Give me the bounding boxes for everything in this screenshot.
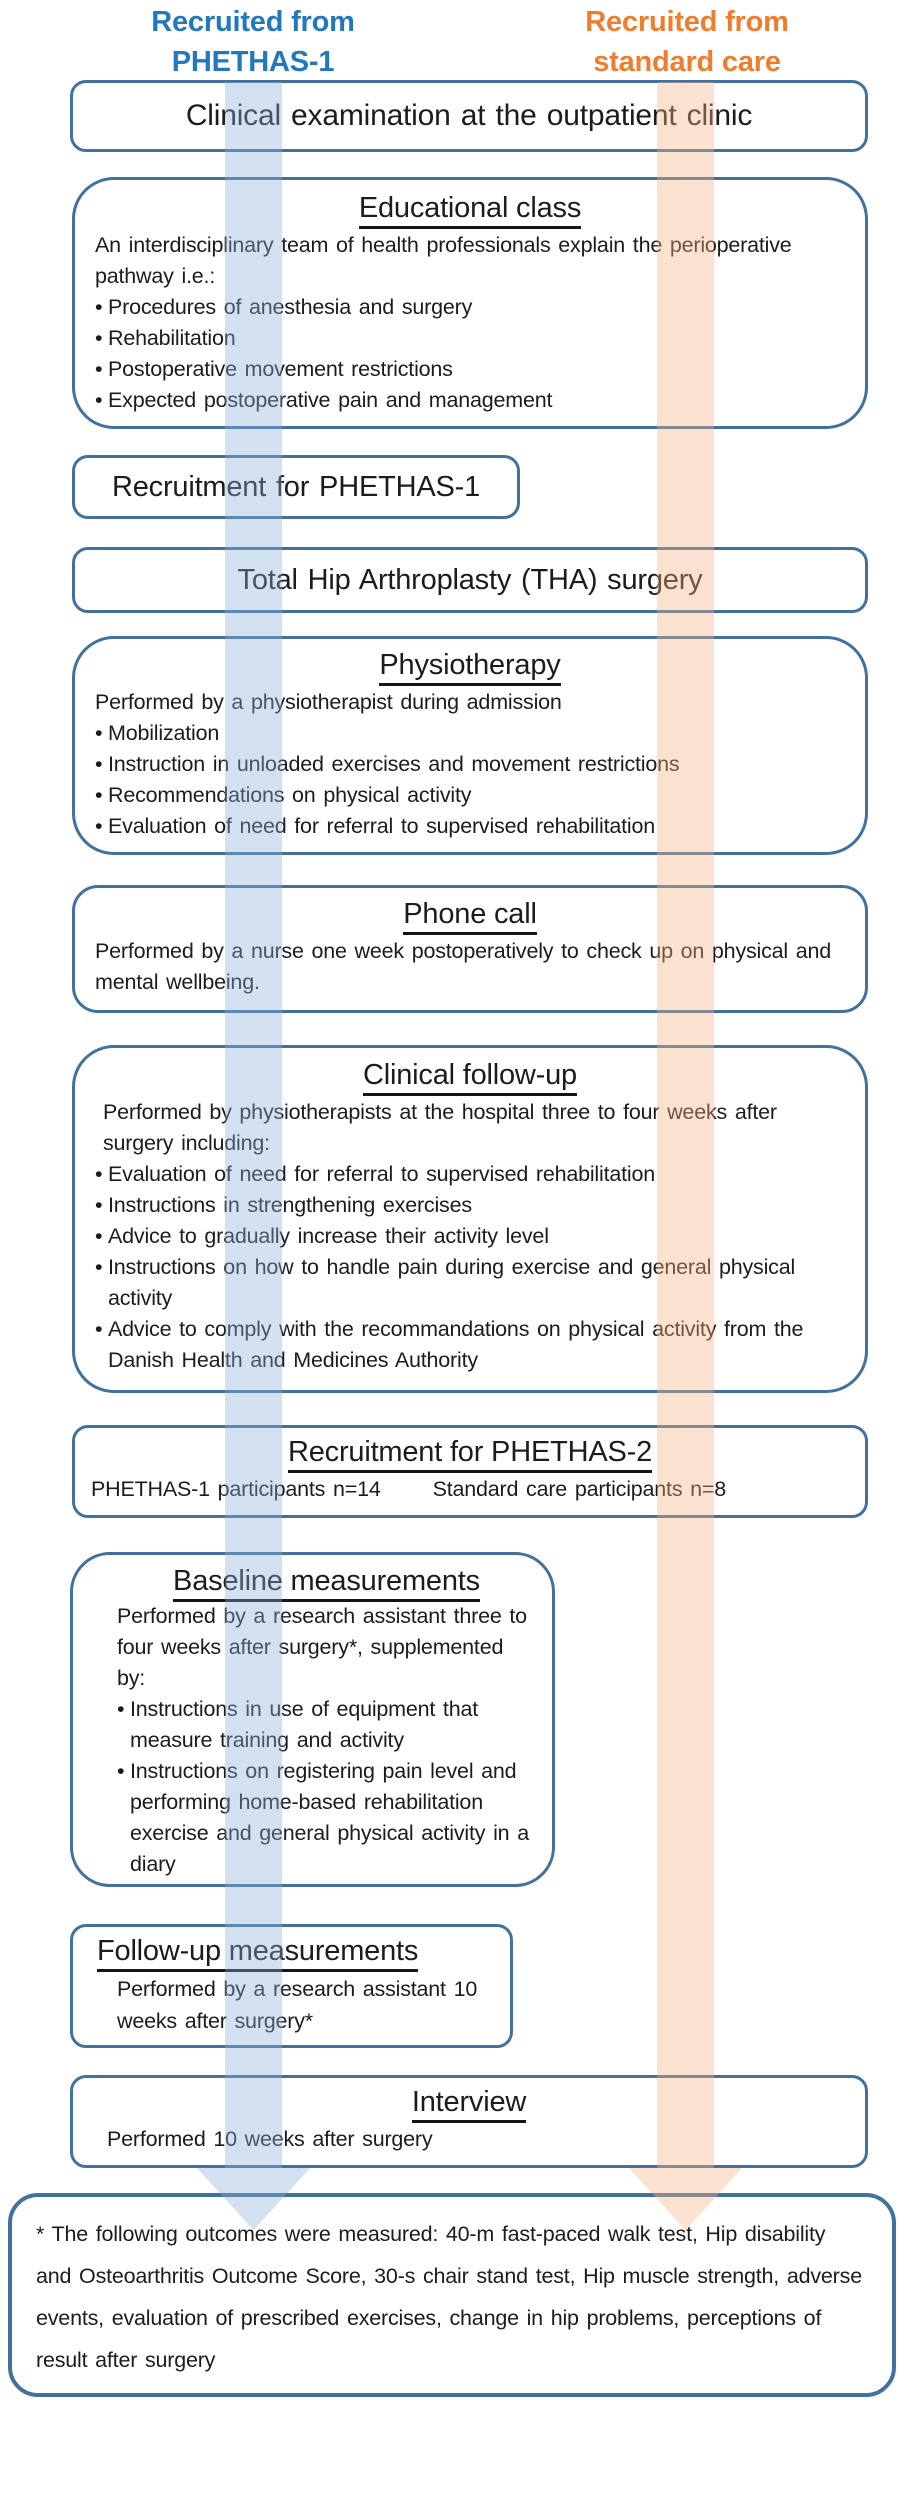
phone-call-box bbox=[72, 885, 868, 1013]
clinical-followup-title-text: Clinical follow-up bbox=[363, 1059, 577, 1096]
baseline-bullet: • Instructions on registering pain level and performing home-based rehabilitation exercise and general physical activity in a diary bbox=[117, 1756, 536, 1880]
phone-call-title bbox=[95, 896, 845, 932]
educational-class-title bbox=[95, 190, 845, 226]
physiotherapy-bullet: • Mobilization bbox=[95, 718, 845, 749]
baseline-measurements-title bbox=[117, 1563, 536, 1599]
educational-bullet: • Expected postoperative pain and management bbox=[95, 385, 845, 416]
physiotherapy-title bbox=[95, 647, 845, 683]
standard-care-participants-count: Standard care participants n=8 bbox=[432, 1477, 727, 1501]
phone-call-title-text: Phone call bbox=[403, 898, 536, 935]
footnote-text: * The following outcomes were measured: 40-m fast-paced walk test, Hip disability and Osteoarthritis Outcome Score, 30-s chair stand test, Hip muscle strength, adverse events, evaluation of prescribed exercises, change in hip problems, perceptions of result after surgery bbox=[36, 2222, 862, 2372]
header-right-line2: standard care bbox=[593, 46, 781, 78]
physiotherapy-intro: Performed by a physiotherapist during admission bbox=[95, 690, 562, 714]
baseline-bullet: • Instructions in use of equipment that measure training and activity bbox=[117, 1694, 536, 1756]
clinical-followup-intro: Performed by physiotherapists at the hospital three to four weeks after surgery including: bbox=[103, 1100, 777, 1155]
educational-bullet: • Rehabilitation bbox=[95, 323, 845, 354]
header-recruited-from-standard-care bbox=[457, 2, 904, 82]
tha-surgery-label: Total Hip Arthroplasty (THA) surgery bbox=[237, 564, 703, 596]
baseline-measurements-intro: Performed by a research assistant three to four weeks after surgery*, supplemented by: bbox=[117, 1604, 527, 1690]
clinical-followup-bullet: • Advice to gradually increase their activity level bbox=[95, 1221, 845, 1252]
followup-measurements-box bbox=[70, 1924, 513, 2048]
physiotherapy-bullet: • Instruction in unloaded exercises and movement restrictions bbox=[95, 749, 845, 780]
recruitment-phethas1-label: Recruitment for PHETHAS-1 bbox=[111, 471, 481, 503]
header-recruited-from-phethas1 bbox=[23, 2, 483, 82]
recruitment-phethas1-box bbox=[72, 455, 520, 519]
recruitment-phethas2-title bbox=[87, 1434, 853, 1470]
interview-body: Performed 10 weeks after surgery bbox=[107, 2127, 433, 2151]
tha-surgery-box bbox=[72, 547, 868, 613]
educational-class-box bbox=[72, 177, 868, 429]
recruitment-phethas2-title-text: Recruitment for PHETHAS-2 bbox=[288, 1436, 652, 1473]
clinical-followup-box bbox=[72, 1045, 868, 1393]
educational-class-title-text: Educational class bbox=[359, 192, 581, 229]
baseline-measurements-title-text: Baseline measurements bbox=[173, 1565, 480, 1602]
educational-bullet: • Postoperative movement restrictions bbox=[95, 354, 845, 385]
header-left-line2: PHETHAS-1 bbox=[171, 46, 335, 78]
educational-bullet: • Procedures of anesthesia and surgery bbox=[95, 292, 845, 323]
clinical-followup-bullet: • Advice to comply with the recommandations on physical activity from the Danish Health and Medicines Authority bbox=[95, 1314, 845, 1376]
interview-title bbox=[93, 2084, 845, 2120]
recruitment-phethas2-stats bbox=[87, 1474, 853, 1505]
phethas1-participants-count: PHETHAS-1 participants n=14 bbox=[91, 1477, 381, 1501]
clinical-followup-bullet: • Instructions in strengthening exercises bbox=[95, 1190, 845, 1221]
physiotherapy-title-text: Physiotherapy bbox=[379, 649, 560, 686]
recruitment-phethas2-box bbox=[72, 1425, 868, 1518]
interview-box bbox=[70, 2075, 868, 2168]
physiotherapy-box bbox=[72, 636, 868, 855]
followup-measurements-title bbox=[97, 1933, 494, 1969]
physiotherapy-bullet: • Recommendations on physical activity bbox=[95, 780, 845, 811]
clinical-followup-bullet: • Instructions on how to handle pain during exercise and general physical activity bbox=[95, 1252, 845, 1314]
interview-title-text: Interview bbox=[412, 2086, 526, 2123]
header-left-line1: Recruited from bbox=[151, 6, 355, 38]
clinical-followup-bullet: • Evaluation of need for referral to supervised rehabilitation bbox=[95, 1159, 845, 1190]
educational-class-intro: An interdisciplinary team of health professionals explain the perioperative pathway i.e.: bbox=[95, 233, 792, 288]
followup-measurements-title-text: Follow-up measurements bbox=[97, 1935, 418, 1972]
footnote-box bbox=[8, 2193, 896, 2397]
clinical-examination-box bbox=[70, 80, 868, 152]
column-headers bbox=[0, 0, 904, 80]
phone-call-body: Performed by a nurse one week postoperatively to check up on physical and mental wellbeing. bbox=[95, 939, 832, 994]
physiotherapy-bullet: • Evaluation of need for referral to supervised rehabilitation bbox=[95, 811, 845, 842]
header-right-line1: Recruited from bbox=[585, 6, 789, 38]
followup-measurements-body: Performed by a research assistant 10 weeks after surgery* bbox=[117, 1977, 478, 2033]
clinical-followup-title bbox=[95, 1057, 845, 1093]
baseline-measurements-box bbox=[70, 1552, 555, 1887]
clinical-examination-label: Clinical examination at the outpatient clinic bbox=[185, 99, 753, 132]
